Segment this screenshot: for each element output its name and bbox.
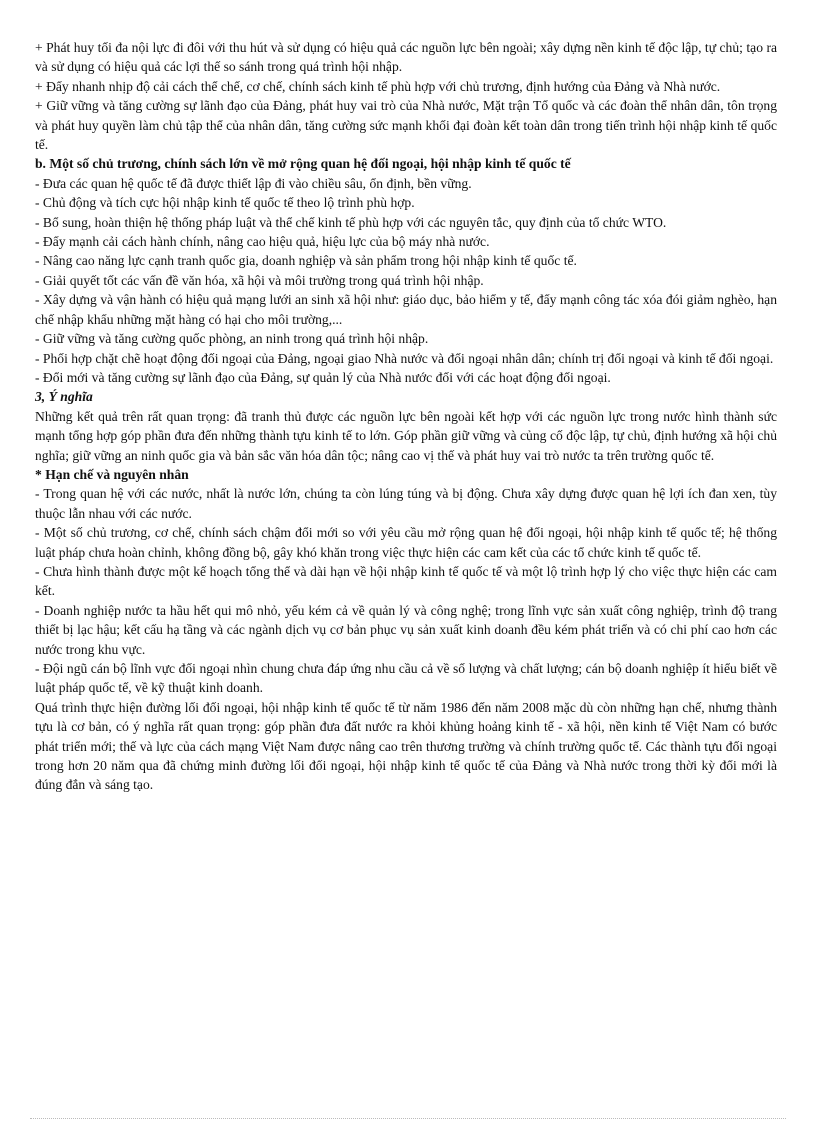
section-b-item-10: - Đổi mới và tăng cường sự lãnh đạo của Đảng, sự quản lý của Nhà nước đối với các hoạt động đối ngoại. bbox=[35, 369, 611, 385]
limits-item-4: - Doanh nghiệp nước ta hầu hết qui mô nhỏ, yếu kém cả về quản lý và công nghệ; trong lĩnh vực sản xuất công nghiệp, trình độ trang thiết bị lạc hậu; kết cấu hạ tầng và các ngành dịch vụ cơ bản phục vụ sản xuất kinh doanh đều kém phát triển và có chi phí cao hơn các nước trong khu vực. bbox=[35, 602, 777, 657]
limits-item-3: - Chưa hình thành được một kế hoạch tổng thể và dài hạn về hội nhập kinh tế quốc tế và một lộ trình hợp lý cho việc thực hiện các cam kết. bbox=[35, 563, 777, 599]
page-bottom-border bbox=[30, 1118, 786, 1119]
section-b-item-2: - Chủ động và tích cực hội nhập kinh tế quốc tế theo lộ trình phù hợp. bbox=[35, 195, 415, 211]
section-b-heading: b. Một số chủ trương, chính sách lớn về mở rộng quan hệ đối ngoại, hội nhập kinh tế quốc tế bbox=[35, 156, 571, 172]
section-a-item-2: + Đẩy nhanh nhịp độ cải cách thể chế, cơ chế, chính sách kinh tế phù hợp với chủ trương, định hướng của Đảng và Nhà nước. bbox=[35, 78, 721, 94]
section-b-item-7: - Xây dựng và vận hành có hiệu quả mạng lưới an sinh xã hội như: giáo dục, bảo hiểm y tế, đẩy mạnh công tác xóa đói giảm nghèo, hạn chế nhập khẩu những mặt hàng có hại cho môi trường,... bbox=[35, 292, 777, 327]
section-3-heading: 3, Ý nghĩa bbox=[35, 389, 93, 405]
limits-item-5: - Đội ngũ cán bộ lĩnh vực đối ngoại nhìn chung chưa đáp ứng nhu cầu cả về số lượng và chất lượng; cán bộ doanh nghiệp ít hiểu biết về luật pháp quốc tế, về kỹ thuật kinh doanh. bbox=[35, 661, 777, 696]
section-b-item-9: - Phối hợp chặt chẽ hoạt động đối ngoại của Đảng, ngoại giao Nhà nước và đối ngoại nhân dân; chính trị đối ngoại và kinh tế đối ngoại. bbox=[35, 350, 774, 366]
limits-heading: * Hạn chế và nguyên nhân bbox=[35, 466, 189, 482]
document-page bbox=[35, 38, 777, 795]
limits-item-2: - Một số chủ trương, cơ chế, chính sách chậm đổi mới so với yêu cầu mở rộng quan hệ đối ngoại, hội nhập kinh tế quốc tế; hệ thống luật pháp chưa hoàn chỉnh, không đồng bộ, gây khó khăn trong việc thực hiện các cam kết của các tổ chức kinh tế quốc tế. bbox=[35, 525, 777, 560]
section-b-item-8: - Giữ vững và tăng cường quốc phòng, an ninh trong quá trình hội nhập. bbox=[35, 331, 429, 347]
section-a-item-3: + Giữ vững và tăng cường sự lãnh đạo của Đảng, phát huy vai trò của Nhà nước, Mặt trận Tổ quốc và các đoàn thể nhân dân, tôn trọng và phát huy quyền làm chủ tập thể của nhân dân, tăng cường sức mạnh khối đại đoàn kết toàn dân trong tiến trình hội nhập kinh tế quốc tế. bbox=[35, 98, 777, 153]
conclusion-paragraph: Quá trình thực hiện đường lối đối ngoại, hội nhập kinh tế quốc tế từ năm 1986 đến năm 2008 mặc dù còn những hạn chế, nhưng thành tựu là cơ bản, có ý nghĩa rất quan trọng: góp phần đưa đất nước ra khỏi khủng hoảng kinh tế - xã hội, nền kinh tế Việt Nam có bước phát triển mới; thế và lực của cách mạng Việt Nam được nâng cao trên thương trường và chính trường quốc tế. Các thành tựu đối ngoại trong hơn 20 năm qua đã chứng minh đường lối đối ngoại, hội nhập kinh tế quốc tế của Đảng và Nhà nước trong thời kỳ đổi mới là đúng đắn và sáng tạo. bbox=[35, 699, 777, 793]
limits-item-1: - Trong quan hệ với các nước, nhất là nước lớn, chúng ta còn lúng túng và bị động. Chưa xây dựng được quan hệ lợi ích đan xen, tùy thuộc lẫn nhau với các nước. bbox=[35, 486, 777, 521]
section-b-item-1: - Đưa các quan hệ quốc tế đã được thiết lập đi vào chiều sâu, ổn định, bền vững. bbox=[35, 175, 472, 191]
section-b-item-4: - Đẩy mạnh cải cách hành chính, nâng cao hiệu quả, hiệu lực của bộ máy nhà nước. bbox=[35, 234, 490, 250]
section-b-item-3: - Bổ sung, hoàn thiện hệ thống pháp luật và thể chế kinh tế phù hợp với các nguyên tắc, quy định của tổ chức WTO. bbox=[35, 214, 667, 230]
section-b-item-5: - Nâng cao năng lực cạnh tranh quốc gia, doanh nghiệp và sản phẩm trong hội nhập kinh tế quốc tế. bbox=[35, 253, 577, 269]
section-b-item-6: - Giải quyết tốt các vấn đề văn hóa, xã hội và môi trường trong quá trình hội nhập. bbox=[35, 272, 484, 288]
section-a-item-1: + Phát huy tối đa nội lực đi đôi với thu hút và sử dụng có hiệu quả các nguồn lực bên ngoài; xây dựng nền kinh tế độc lập, tự chủ; tạo ra và sử dụng có hiệu quả các lợi thế so sánh trong quá trình hội nhập. bbox=[35, 40, 777, 75]
section-3-body: Những kết quả trên rất quan trọng: đã tranh thủ được các nguồn lực bên ngoài kết hợp với các nguồn lực trong nước hình thành sức mạnh tổng hợp góp phần đưa đến những thành tựu kinh tế to lớn. Góp phần giữ vững và củng cố độc lập, tự chủ, định hướng xã hội chủ nghĩa; giữ vững an ninh quốc gia và bản sắc văn hóa dân tộc; nâng cao vị thế và phát huy vai trò nước ta trên trường quốc tế. bbox=[35, 408, 777, 463]
